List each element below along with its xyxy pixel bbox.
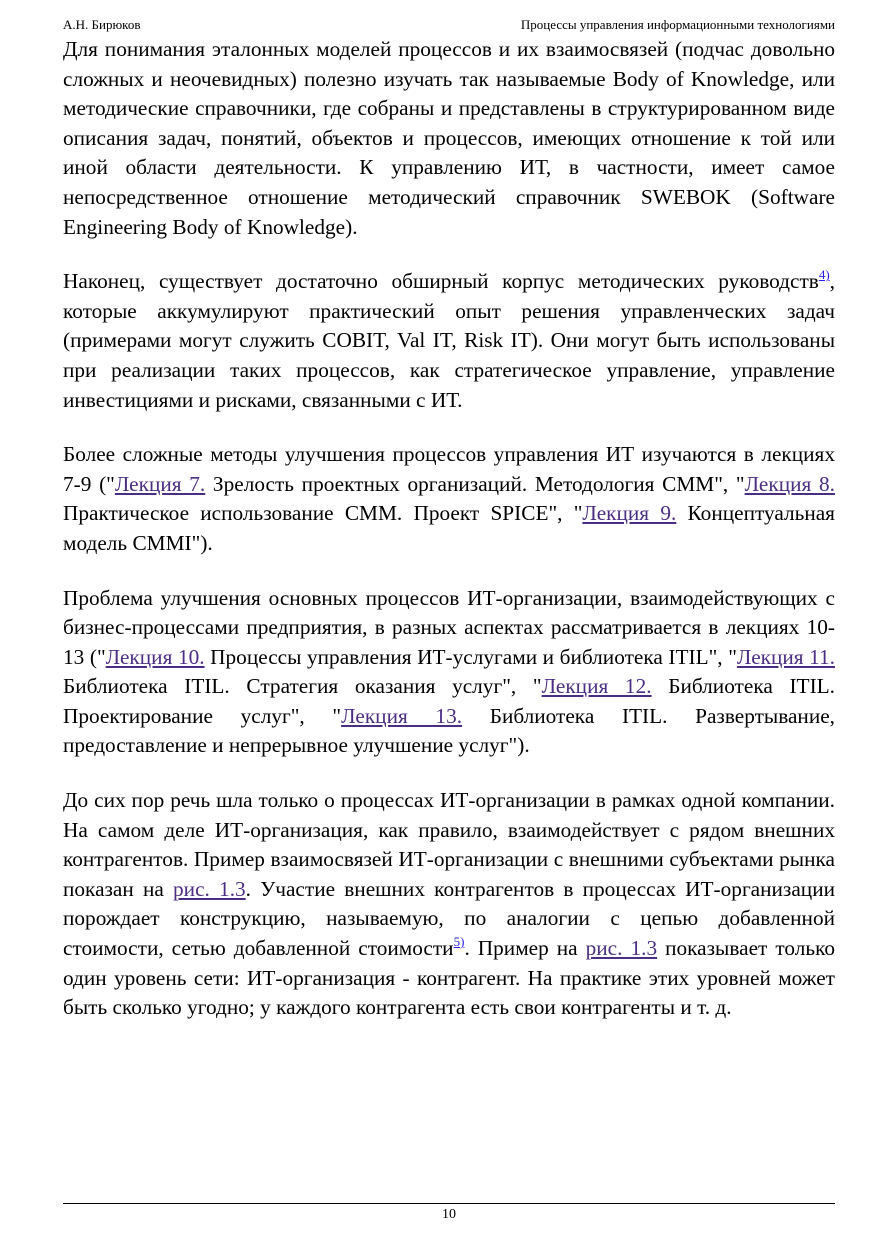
- link-lecture-11[interactable]: Лекция 11.: [736, 644, 835, 669]
- link-lecture-10[interactable]: Лекция 10.: [105, 644, 205, 669]
- footnote-ref-5[interactable]: [454, 934, 465, 949]
- paragraph-value-network: [63, 786, 835, 1023]
- paragraph-text: Проблема улучшения основных процессов ИТ-организации, взаимодействующих с бизнес-процессами предприятия, в разных аспектах рассматривается в лекциях 10-13 (": [63, 585, 835, 669]
- link-lecture-7[interactable]: Лекция 7.: [114, 471, 206, 496]
- footnote-link-5[interactable]: 5): [453, 934, 465, 950]
- link-figure-1-3[interactable]: рис. 1.3: [173, 876, 246, 901]
- paragraph-text: До сих пор речь шла только о процессах ИТ-организации в рамках одной компании. На самом деле ИТ-организация, как правило, взаимодействует с рядом внешних контрагентов. Пример взаимосвязей ИТ-организации с внешними субъектами рынка показан на: [63, 788, 835, 901]
- paragraph-text: Более сложные методы улучшения процессов управления ИТ изучаются в лекциях 7-9 (": [63, 442, 835, 496]
- header-title: Процессы управления информационными технологиями: [520, 17, 835, 32]
- link-figure-1-3-second[interactable]: рис. 1.3: [585, 936, 658, 961]
- header-author: А.Н. Бирюков: [63, 17, 141, 32]
- page-body: [63, 35, 835, 1048]
- page-header: [63, 16, 835, 34]
- paragraph-text: Концептуальная модель CMMI").: [63, 501, 835, 555]
- paragraph-lectures-10-13: [63, 584, 835, 762]
- link-lecture-12[interactable]: Лекция 12.: [541, 674, 652, 699]
- paragraph-body-of-knowledge: [63, 35, 835, 242]
- paragraph-text: Библиотека ITIL. Стратегия оказания услуг", ": [63, 674, 542, 699]
- paragraph-text: Библиотека ITIL. Развертывание, предоставление и непрерывное улучшение услуг").: [63, 703, 836, 758]
- paragraph-text: , которые аккумулируют практический опыт решения управленческих задач (примерами могут служить COBIT, Val IT, Risk IT). Они могут быть использованы при реализации таких процессов, как стратегическое управление, управление инвестициями и рисками, связанными с ИТ.: [63, 269, 835, 412]
- link-lecture-9[interactable]: Лекция 9.: [582, 501, 677, 526]
- paragraph-text: Практическое использование CMM. Проект SPICE", ": [63, 501, 583, 526]
- link-lecture-8[interactable]: Лекция 8.: [744, 471, 835, 496]
- paragraph-text: Наконец, существует достаточно обширный корпус методических руководств: [63, 269, 819, 294]
- page-number: 10: [442, 1207, 456, 1222]
- paragraph-text: Зрелость проектных организаций. Методология CMM", ": [205, 471, 745, 496]
- paragraph-lectures-7-9: [63, 440, 835, 558]
- paragraph-text: . Пример на: [464, 936, 586, 961]
- paragraph-text: Процессы управления ИТ-услугами и библиотека ITIL", ": [204, 644, 737, 669]
- footer-divider: [63, 1203, 835, 1204]
- link-lecture-13[interactable]: Лекция 13.: [341, 703, 463, 728]
- paragraph-text: Для понимания эталонных моделей процессов и их взаимосвязей (подчас довольно сложных и неочевидных) полезно изучать так называемые Body of Knowledge, или методические справочники, где собраны и представлены в структурированном виде описания задач, понятий, объектов и процессов, имеющих отношение к той или иной области деятельности. К управлению ИТ, в частности, имеет самое непосредственное отношение методический справочник SWEBOK (Software Engineering Body of Knowledge).: [63, 37, 835, 239]
- paragraph-text: показывает только один уровень сети: ИТ-организация - контрагент. На практике этих уровней может быть сколько угодно; у каждого контрагента есть свои контрагенты и т. д.: [63, 936, 835, 1020]
- paragraph-text: . Участие внешних контрагентов в процессах ИТ-организации порождает конструкцию, называемую, по аналогии с цепью добавленной стоимости, сетью добавленной стоимости: [63, 876, 835, 961]
- paragraph-text: Библиотека ITIL. Проектирование услуг", ": [63, 674, 835, 728]
- paragraph-methodical-guides: [63, 267, 835, 415]
- footnote-link-4[interactable]: 4): [818, 267, 830, 283]
- footnote-ref-4[interactable]: [819, 267, 830, 282]
